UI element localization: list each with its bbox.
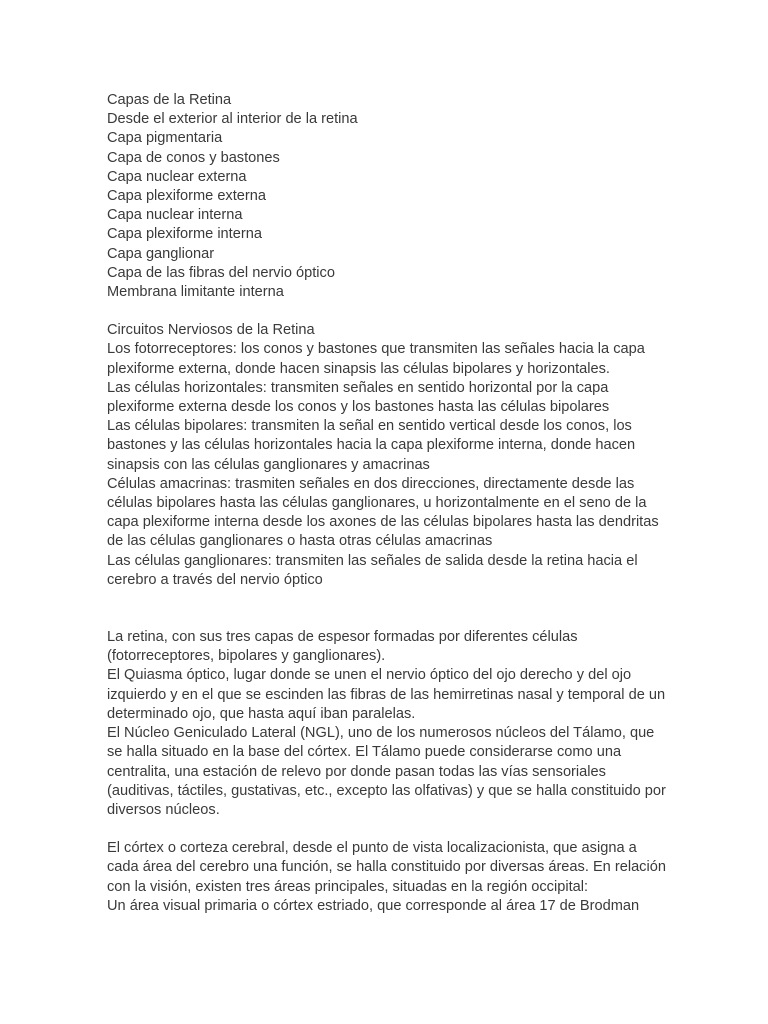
paragraph: Los fotorreceptores: los conos y bastones que transmiten las señales hacia la capa plexiforme externa, donde hacen sinapsis las células bipolares y horizontales. bbox=[107, 341, 645, 377]
list-item: Capa plexiforme interna bbox=[107, 226, 262, 243]
paragraph: Un área visual primaria o córtex estriado, que corresponde al área 17 de Brodman bbox=[107, 897, 640, 914]
document-page bbox=[107, 91, 667, 916]
list-item: Capa de conos y bastones bbox=[107, 149, 280, 166]
list-item: Capa plexiforme externa bbox=[107, 188, 266, 205]
paragraph: Las células horizontales: transmiten señales en sentido horizontal por la capa plexiforme externa desde los conos y los bastones hasta las células bipolares bbox=[107, 379, 610, 416]
paragraph: Las células ganglionares: transmiten las señales de salida desde la retina hacia el cerebro a través del nervio óptico bbox=[107, 552, 638, 588]
paragraph: Las células bipolares: transmiten la señal en sentido vertical desde los conos, los bastones y las células horizontales hacia la capa plexiforme interna, donde hacen sinapsis con las células ganglionares y amacrinas bbox=[107, 418, 636, 473]
paragraph: El córtex o corteza cerebral, desde el punto de vista localizacionista, que asigna a cada área del cerebro una función, se halla constituido por diversas áreas. En relación con la visión, existen tres áreas principales, situadas en la región occipital: bbox=[107, 840, 666, 895]
paragraph: Células amacrinas: trasmiten señales en dos direcciones, directamente desde las células bipolares hasta las células ganglionares, u horizontalmente en el seno de la capa plexiforme interna desde los axones de las células bipolares hasta las dendritas de las células ganglionares o hasta otras células amacrinas bbox=[107, 475, 659, 550]
spacer bbox=[107, 590, 667, 628]
section-subtitle: Desde el exterior al interior de la retina bbox=[107, 111, 358, 128]
list-item: Membrana limitante interna bbox=[107, 284, 284, 301]
section-title: Circuitos Nerviosos de la Retina bbox=[107, 322, 315, 339]
paragraph: La retina, con sus tres capas de espesor formadas por diferentes células (fotorreceptores, bipolares y ganglionares). bbox=[107, 629, 578, 665]
list-item: Capa nuclear interna bbox=[107, 207, 243, 224]
spacer bbox=[107, 820, 667, 839]
list-item: Capa pigmentaria bbox=[107, 130, 223, 147]
section-title: Capas de la Retina bbox=[107, 92, 232, 108]
list-item: Capa ganglionar bbox=[107, 245, 215, 262]
visual-pathway-section bbox=[107, 628, 667, 820]
paragraph: El Núcleo Geniculado Lateral (NGL), uno de los numerosos núcleos del Tálamo, que se halla situado en la base del córtex. El Tálamo puede considerarse como una centralita, una estación de relevo por donde pasan todas las vías sensoriales (auditivas, táctiles, gustativas, etc., excepto las olfativas) y que se halla constituido por diversos núcleos. bbox=[107, 725, 666, 818]
paragraph: El Quiasma óptico, lugar donde se unen el nervio óptico del ojo derecho y del ojo izquierdo y en el que se escinden las fibras de las hemirretinas nasal y temporal de un determinado ojo, que hasta aquí iban paralelas. bbox=[107, 667, 666, 722]
spacer bbox=[107, 302, 667, 321]
list-item: Capa de las fibras del nervio óptico bbox=[107, 264, 335, 281]
list-item: Capa nuclear externa bbox=[107, 168, 247, 185]
retina-circuits-section bbox=[107, 321, 667, 590]
retina-layers-section bbox=[107, 91, 667, 302]
cortex-section bbox=[107, 839, 667, 916]
